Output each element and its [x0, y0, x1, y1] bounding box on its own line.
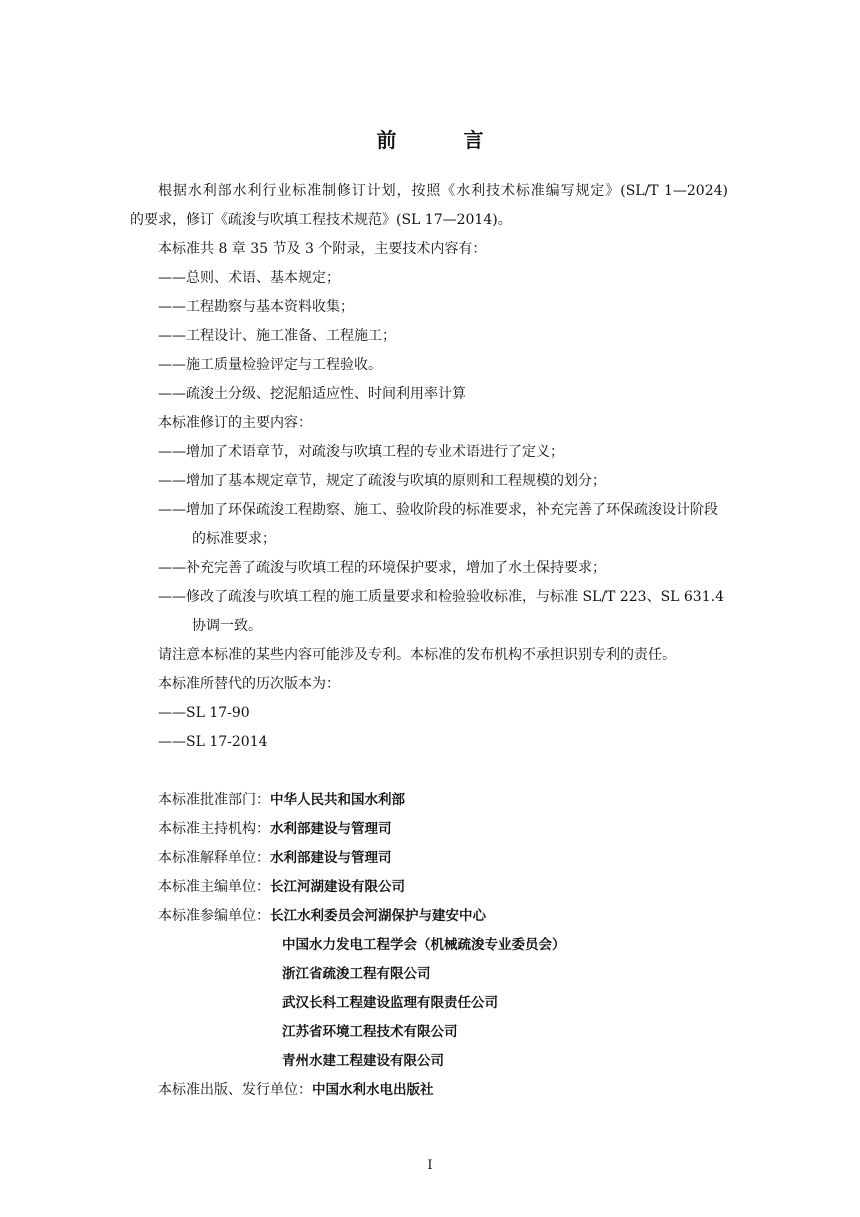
info-row-chief — [130, 873, 728, 902]
info-row-host — [130, 815, 728, 844]
list-item-main: ——总则、术语、基本规定； — [158, 270, 340, 286]
info-row-participants — [130, 902, 728, 931]
info-row-publisher — [130, 1076, 728, 1105]
host-value: 水利部建设与管理司 — [270, 821, 392, 837]
host-label: 本标准主持机构： — [158, 821, 270, 837]
list-item-replaced-version: ——SL 17-2014 — [158, 734, 268, 750]
list-item-main: ——施工质量检验评定与工程验收。 — [158, 357, 382, 373]
paragraph-revision-intro: 本标准修订的主要内容： — [158, 415, 312, 431]
list-item-main: ——工程设计、施工准备、工程施工； — [158, 328, 396, 344]
participant-label: 本标准参编单位： — [158, 908, 270, 924]
list-item-revision: ——增加了基本规定章节，规定了疏浚与吹填的原则和工程规模的划分； — [158, 473, 606, 489]
interpret-label: 本标准解释单位： — [158, 850, 270, 866]
info-row-approval — [130, 786, 728, 815]
approval-label: 本标准批准部门： — [158, 792, 270, 808]
list-item-revision: ——增加了环保疏浚工程勘察、施工、验收阶段的标准要求，补充完善了环保疏浚设计阶段的标准要求； — [158, 502, 718, 547]
list-item-main: ——疏浚土分级、挖泥船适应性、时间利用率计算 — [158, 386, 466, 402]
paragraph-basis-line1: 根据水利部水利行业标准制修订计划，按照《水利技术标准编写规定》(SL/T 1—2024) — [158, 183, 728, 199]
publisher-value: 中国水利水电出版社 — [312, 1082, 434, 1098]
list-item-main: ——工程勘察与基本资料收集； — [158, 299, 354, 315]
chief-label: 本标准主编单位： — [158, 879, 270, 895]
list-item-revision: ——增加了术语章节，对疏浚与吹填工程的专业术语进行了定义； — [158, 444, 564, 460]
chief-value: 长江河湖建设有限公司 — [270, 879, 405, 895]
page-number: I — [427, 1158, 433, 1173]
page-title: 前 言 — [376, 128, 514, 152]
info-row-interpret — [130, 844, 728, 873]
responsible-units — [130, 786, 728, 1105]
participant-value: 青州水建工程建设有限公司 — [282, 1053, 444, 1069]
participant-value: 武汉长科工程建设监理有限责任公司 — [282, 995, 498, 1011]
preface-body — [130, 177, 728, 1105]
interpret-value: 水利部建设与管理司 — [270, 850, 392, 866]
paragraph-basis-line2: 的要求，修订《疏浚与吹填工程技术规范》(SL 17—2014)。 — [130, 212, 512, 228]
participant-value: 浙江省疏浚工程有限公司 — [282, 966, 431, 982]
publisher-label: 本标准出版、发行单位： — [158, 1082, 312, 1098]
paragraph-patent-note: 请注意本标准的某些内容可能涉及专利。本标准的发布机构不承担识别专利的责任。 — [158, 647, 676, 663]
participant-value: 江苏省环境工程技术有限公司 — [282, 1024, 458, 1040]
approval-value: 中华人民共和国水利部 — [270, 792, 405, 808]
paragraph-structure: 本标准共 8 章 35 节及 3 个附录，主要技术内容有： — [158, 241, 487, 257]
participant-value: 中国水力发电工程学会（机械疏浚专业委员会） — [282, 937, 566, 953]
paragraph-replaced-intro: 本标准所替代的历次版本为： — [158, 676, 340, 692]
spacer — [130, 757, 728, 786]
list-item-replaced-version: ——SL 17-90 — [158, 705, 250, 721]
participant-value: 长江水利委员会河湖保护与建安中心 — [270, 908, 486, 924]
list-item-revision: ——修改了疏浚与吹填工程的施工质量要求和检验验收标准，与标准 SL/T 223、SL 631.4 协调一致。 — [158, 589, 724, 634]
list-item-revision: ——补充完善了疏浚与吹填工程的环境保护要求，增加了水土保持要求； — [158, 560, 606, 576]
